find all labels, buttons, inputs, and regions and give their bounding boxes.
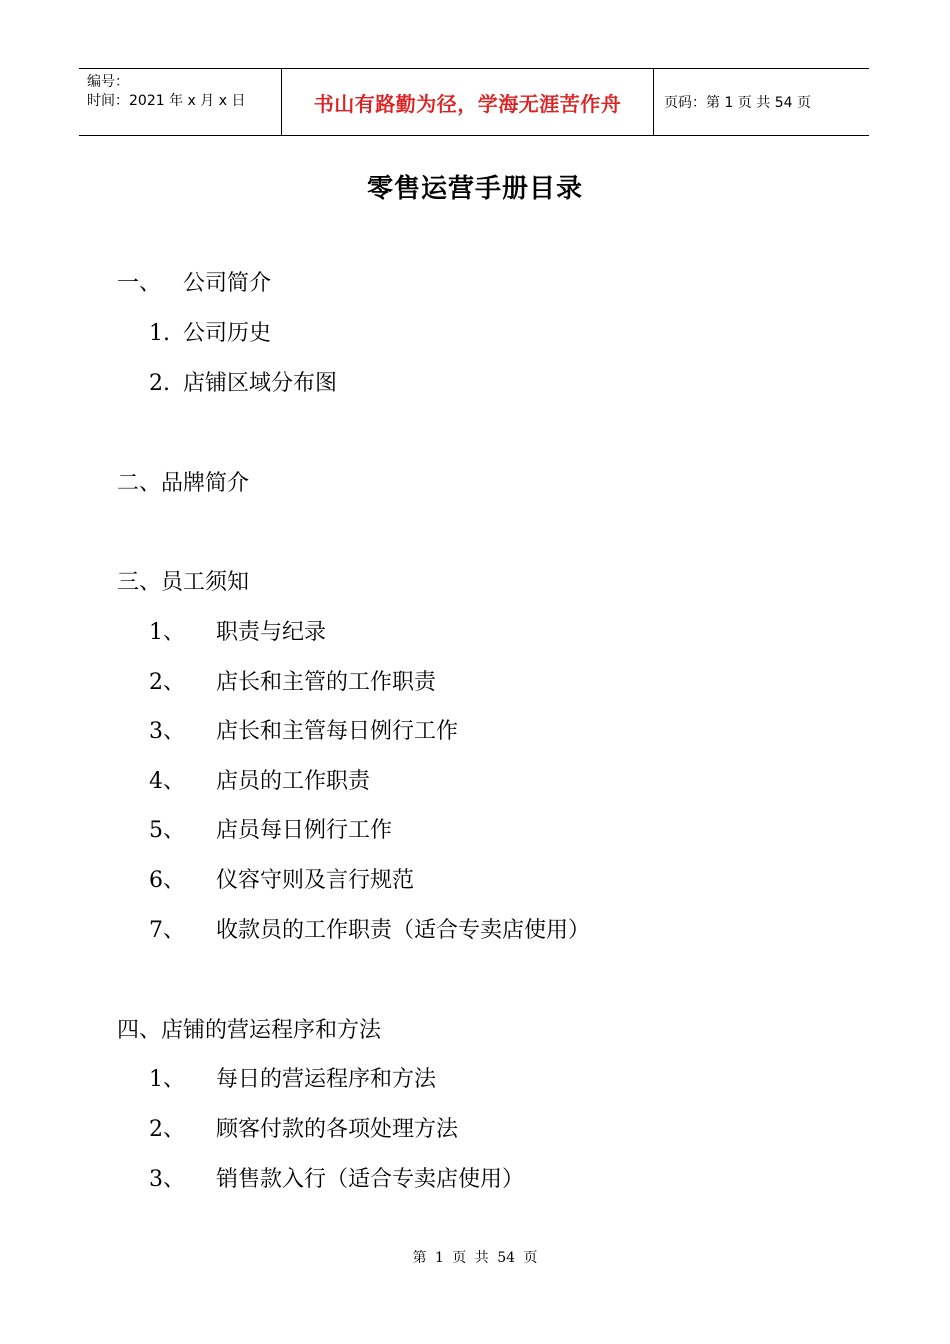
toc-item	[149, 768, 370, 796]
toc-item-number: 2.	[149, 371, 170, 396]
toc-item-label: 每日的营运程序和方法	[216, 1067, 437, 1092]
header-motto: 书山有路勤为径，学海无涯苦作舟	[313, 91, 622, 116]
document-title: 零售运营手册目录	[366, 174, 583, 204]
toc-item	[149, 1116, 458, 1144]
page-header	[79, 68, 869, 136]
toc-section-heading: 二、品牌简介	[117, 471, 250, 496]
toc-item-label: 收款员的工作职责（适合专卖店使用）	[216, 918, 591, 943]
toc-item-number: 6、	[149, 868, 185, 893]
toc-item	[149, 669, 436, 697]
toc-item-label: 顾客付款的各项处理方法	[216, 1117, 459, 1142]
toc-item-label: 仪容守则及言行规范	[216, 868, 415, 893]
toc-item-number: 3、	[149, 719, 185, 744]
toc-item	[149, 370, 337, 398]
toc-section-heading: 四、店铺的营运程序和方法	[117, 1018, 382, 1043]
toc-item-label: 店铺区域分布图	[183, 371, 338, 396]
toc-item-number: 2、	[149, 1117, 185, 1142]
toc-item-number: 5、	[149, 818, 185, 843]
toc-item-label: 店长和主管每日例行工作	[216, 719, 459, 744]
toc-item-number: 1.	[149, 321, 170, 346]
page-footer: 第 1 页 共 54 页	[412, 1250, 538, 1266]
header-motto-cell	[281, 69, 654, 135]
toc-item	[149, 917, 590, 945]
toc-item-label: 职责与纪录	[216, 620, 327, 645]
toc-item-label: 店长和主管的工作职责	[216, 670, 437, 695]
toc-item-number: 1、	[149, 1067, 185, 1092]
toc-item-label: 店员的工作职责	[216, 769, 371, 794]
toc-item-label: 销售款入行（适合专卖店使用）	[216, 1167, 525, 1192]
toc-item	[149, 320, 271, 348]
toc-item-label: 公司历史	[183, 321, 272, 346]
document-number-label: 编号：	[87, 74, 129, 90]
toc-item-number: 2、	[149, 670, 185, 695]
toc-item	[149, 1166, 524, 1194]
toc-section-label: 公司简介	[183, 271, 272, 296]
toc-item-label: 店员每日例行工作	[216, 818, 393, 843]
toc-item-number: 1、	[149, 620, 185, 645]
toc-item-number: 3、	[149, 1167, 185, 1192]
document-time-label: 时间：2021 年 x 月 x 日	[87, 93, 246, 109]
toc-section-heading	[117, 270, 271, 298]
toc-item	[149, 619, 326, 647]
toc-item-number: 4、	[149, 769, 185, 794]
toc-item	[149, 867, 414, 895]
toc-item	[149, 1066, 436, 1094]
toc-section-heading: 三、员工须知	[117, 570, 250, 595]
toc-item-number: 7、	[149, 918, 185, 943]
header-page-info: 页码：第 1 页 共 54 页	[664, 95, 811, 111]
header-meta	[79, 69, 281, 135]
toc-item	[149, 718, 458, 746]
toc-section-number: 一、	[117, 271, 162, 296]
toc-item	[149, 817, 392, 845]
